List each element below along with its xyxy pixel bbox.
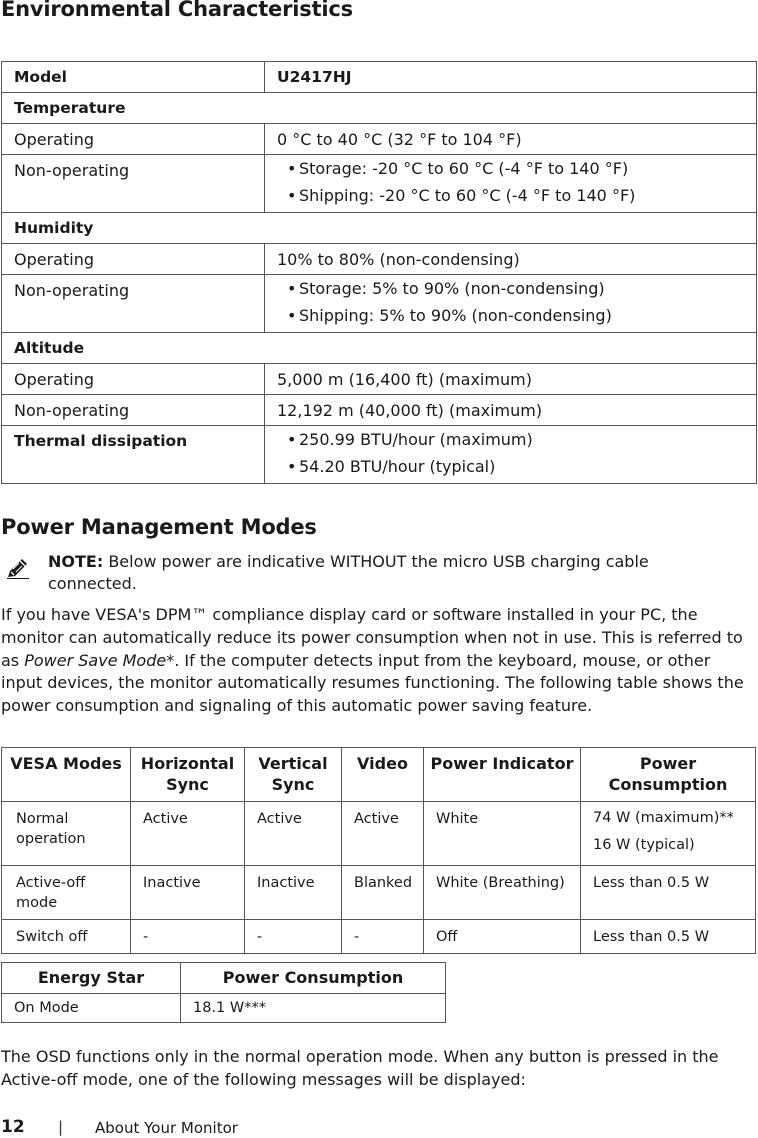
table-row bbox=[2, 333, 757, 364]
table-cell: - bbox=[342, 920, 424, 954]
table-cell: 18.1 W*** bbox=[181, 994, 446, 1023]
list-item: • Storage: 5% to 90% (non-condensing) bbox=[287, 275, 744, 302]
thermal-label: Thermal dissipation bbox=[2, 426, 265, 484]
table-row bbox=[2, 62, 757, 93]
list-item: • Storage: -20 °C to 60 °C (-4 °F to 140 °F) bbox=[287, 155, 744, 182]
table-cell: Normal operation bbox=[2, 802, 131, 866]
table-cell: Active-off mode bbox=[2, 866, 131, 920]
row-value bbox=[265, 275, 757, 333]
table-cell: White (Breathing) bbox=[424, 866, 581, 920]
temperature-heading: Temperature bbox=[2, 93, 757, 124]
bullet-list bbox=[277, 155, 744, 209]
list-item: • Shipping: -20 °C to 60 °C (-4 °F to 140 °F) bbox=[287, 182, 744, 209]
column-header: Video bbox=[342, 748, 424, 802]
power-modes-table bbox=[1, 747, 756, 954]
note-body: Below power are indicative WITHOUT the micro USB charging cable connected. bbox=[48, 552, 649, 593]
column-header: VESA Modes bbox=[2, 748, 131, 802]
column-header: Vertical Sync bbox=[245, 748, 342, 802]
intro-text-end: *. If the computer detects input from the keyboard, mouse, or other input devices, the monitor automatically resumes functioning. The following table shows the power consumption and signaling of this automatic power saving feature. bbox=[1, 650, 744, 716]
table-row bbox=[2, 866, 756, 920]
model-value: U2417HJ bbox=[265, 62, 757, 93]
intro-italic: Power Save Mode bbox=[24, 650, 167, 670]
table-cell: Switch off bbox=[2, 920, 131, 954]
table-row bbox=[2, 395, 757, 426]
footer-separator: | bbox=[58, 1118, 64, 1136]
row-value: 0 °C to 40 °C (32 °F to 104 °F) bbox=[265, 124, 757, 155]
column-header: Power Consumption bbox=[181, 963, 446, 994]
table-row bbox=[2, 244, 757, 275]
table-cell: White bbox=[424, 802, 581, 866]
note-text bbox=[48, 551, 738, 595]
row-label: Non-operating bbox=[2, 275, 265, 333]
table-row bbox=[2, 802, 756, 866]
table-row bbox=[2, 994, 446, 1023]
consumption-value: 16 W (typical) bbox=[593, 837, 695, 853]
table-header-row bbox=[2, 963, 446, 994]
section-title-power-management: Power Management Modes bbox=[1, 515, 317, 539]
table-cell: On Mode bbox=[2, 994, 181, 1023]
table-row bbox=[2, 213, 757, 244]
table-cell bbox=[581, 802, 756, 866]
table-cell: Inactive bbox=[245, 866, 342, 920]
row-label: Operating bbox=[2, 124, 265, 155]
note-label: NOTE: bbox=[48, 552, 104, 571]
table-cell: Inactive bbox=[131, 866, 245, 920]
intro-text: If you have VESA's DPM™ compliance display card or software installed in your PC, the monitor can automatically reduce its power consumption when not in use. This is referred to as bbox=[1, 605, 743, 670]
table-row bbox=[2, 275, 757, 333]
table-row bbox=[2, 426, 757, 484]
column-header: Energy Star bbox=[2, 963, 181, 994]
altitude-heading: Altitude bbox=[2, 333, 757, 364]
table-cell: Blanked bbox=[342, 866, 424, 920]
table-row bbox=[2, 364, 757, 395]
row-label: Operating bbox=[2, 244, 265, 275]
list-item: • 54.20 BTU/hour (typical) bbox=[287, 453, 744, 480]
energy-star-table bbox=[1, 962, 446, 1023]
section-title-environmental: Environmental Characteristics bbox=[1, 0, 353, 21]
intro-paragraph bbox=[1, 604, 749, 718]
osd-paragraph: The OSD functions only in the normal operation mode. When any button is pressed in the Active-off mode, one of the following messages will be displayed: bbox=[1, 1047, 719, 1089]
table-cell: Active bbox=[342, 802, 424, 866]
column-header: Horizontal Sync bbox=[131, 748, 245, 802]
row-value: 12,192 m (40,000 ft) (maximum) bbox=[265, 395, 757, 426]
table-row bbox=[2, 920, 756, 954]
row-value bbox=[265, 426, 757, 484]
table-row bbox=[2, 93, 757, 124]
footer-section-title: About Your Monitor bbox=[95, 1119, 238, 1137]
row-label: Non-operating bbox=[2, 155, 265, 213]
row-value: 10% to 80% (non-condensing) bbox=[265, 244, 757, 275]
bullet-list bbox=[277, 426, 744, 480]
table-cell: Less than 0.5 W bbox=[581, 866, 756, 920]
column-header: Power Indicator bbox=[424, 748, 581, 802]
table-cell: Active bbox=[245, 802, 342, 866]
table-cell: Less than 0.5 W bbox=[581, 920, 756, 954]
column-header: Power Consumption bbox=[581, 748, 756, 802]
row-value bbox=[265, 155, 757, 213]
table-row bbox=[2, 155, 757, 213]
consumption-value: 74 W (maximum)** bbox=[593, 810, 734, 826]
humidity-heading: Humidity bbox=[2, 213, 757, 244]
list-item: • Shipping: 5% to 90% (non-condensing) bbox=[287, 302, 744, 329]
row-label: Non-operating bbox=[2, 395, 265, 426]
table-cell: - bbox=[245, 920, 342, 954]
table-row bbox=[2, 124, 757, 155]
page-number: 12 bbox=[1, 1117, 25, 1137]
row-value: 5,000 m (16,400 ft) (maximum) bbox=[265, 364, 757, 395]
table-cell: Off bbox=[424, 920, 581, 954]
note-pencil-icon bbox=[5, 556, 31, 580]
model-label: Model bbox=[2, 62, 265, 93]
table-cell: - bbox=[131, 920, 245, 954]
row-label: Operating bbox=[2, 364, 265, 395]
table-cell: Active bbox=[131, 802, 245, 866]
list-item: • 250.99 BTU/hour (maximum) bbox=[287, 426, 744, 453]
table-header-row bbox=[2, 748, 756, 802]
environmental-table bbox=[1, 61, 757, 484]
bullet-list bbox=[277, 275, 744, 329]
